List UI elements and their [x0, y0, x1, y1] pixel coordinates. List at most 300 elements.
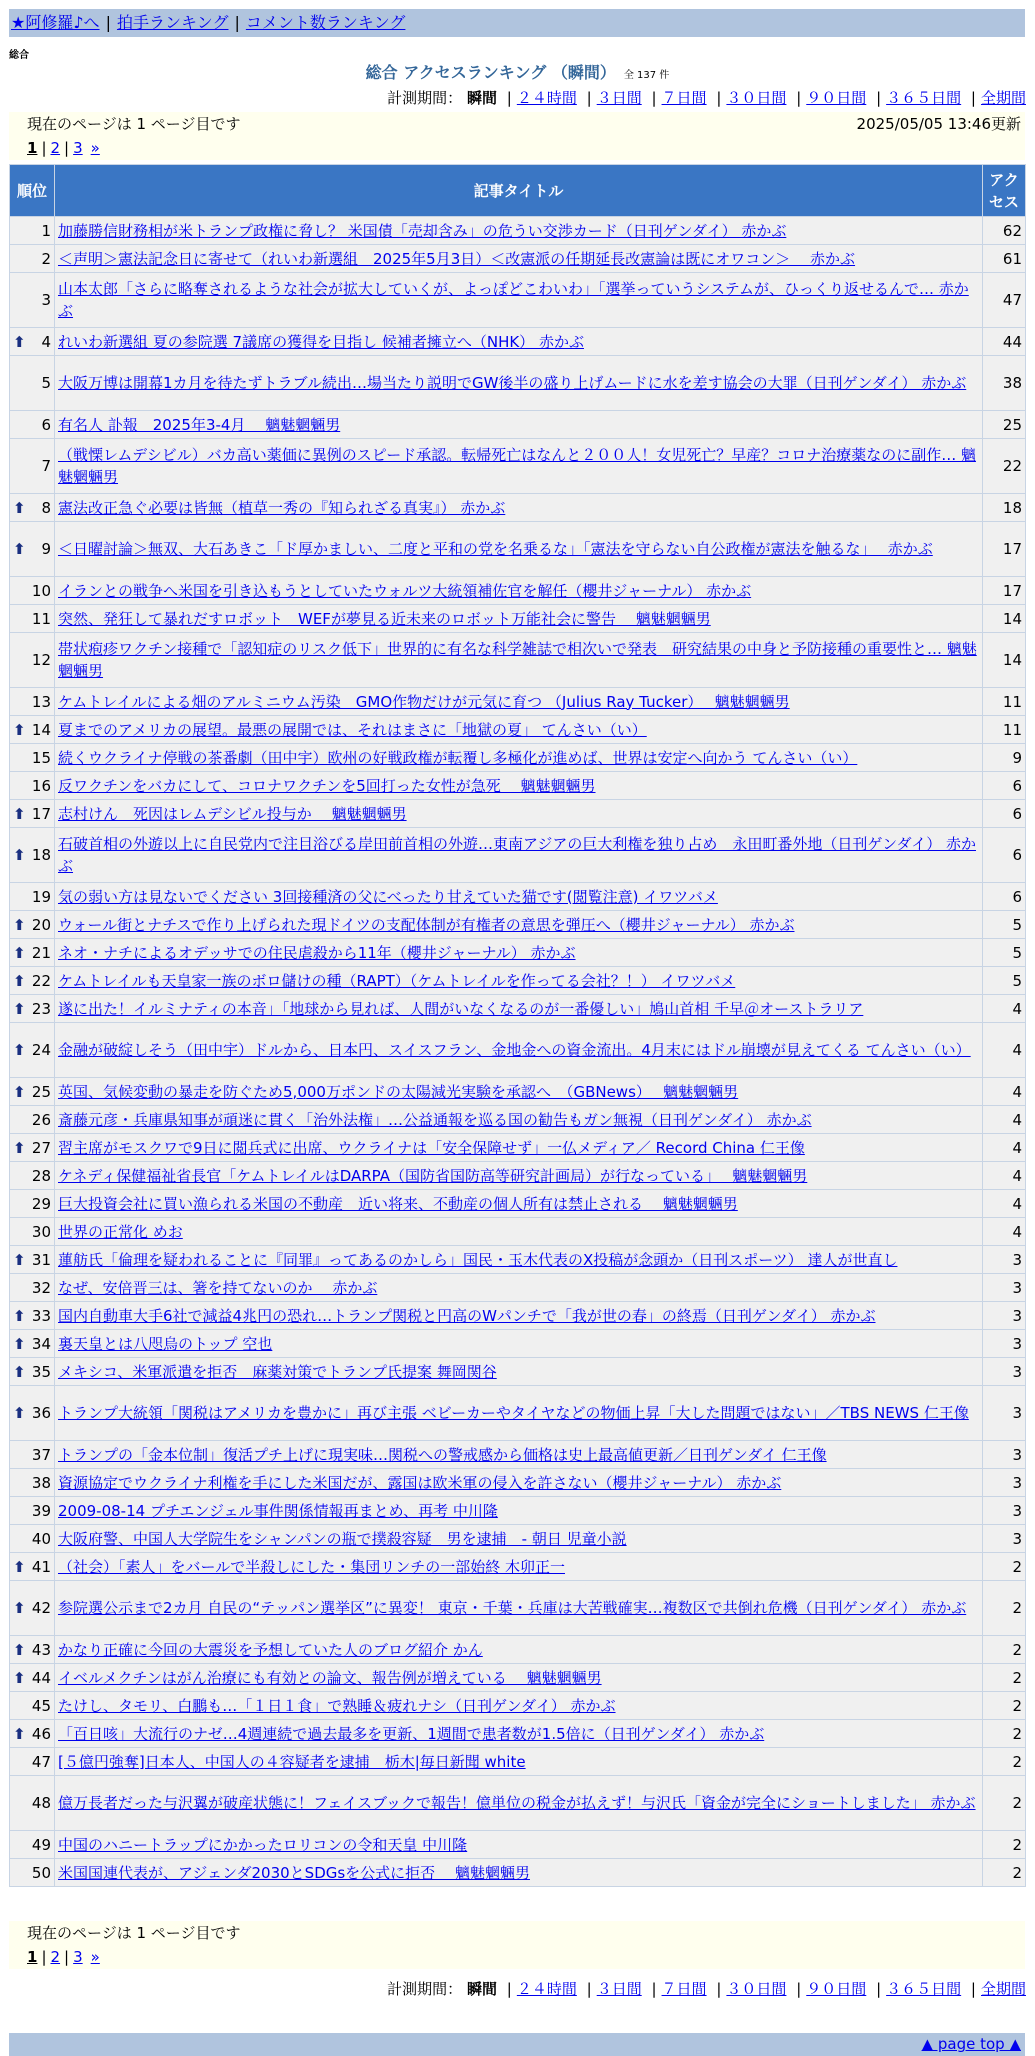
table-row [10, 1441, 1026, 1469]
table-row [10, 1664, 1026, 1692]
pagination: 1 | 2 | 3 » [27, 1948, 100, 1966]
title-cell [55, 1330, 983, 1358]
rank-number: 49 [31, 1835, 51, 1854]
article-link[interactable]: ネオ・ナチによるオデッサでの住民虐殺から11年（櫻井ジャーナル） 赤かぶ [58, 943, 576, 962]
title-cell [55, 1581, 983, 1636]
article-link[interactable]: メキシコ、米軍派遣を拒否 麻薬対策でトランプ氏提案 舞岡関谷 [58, 1362, 497, 1381]
up-arrow-icon: ⬆ [13, 1306, 26, 1325]
rank-number: 4 [41, 332, 51, 351]
page-heading [0, 60, 1035, 83]
access-count: 62 [983, 217, 1026, 245]
article-link[interactable]: 山本太郎「さらに略奪されるような社会が拡大していくが、よっぽどこわいわ」「選挙っていうシステムが、ひっくり返せるんで… 赤かぶ [58, 280, 969, 320]
period-24h-link[interactable]: ２４時間 [516, 1980, 577, 1998]
rank-cell [10, 1469, 55, 1497]
article-link[interactable]: 世界の正常化 めお [58, 1222, 183, 1241]
title-cell [55, 494, 983, 522]
table-row [10, 1246, 1026, 1274]
table-row [10, 1218, 1026, 1246]
access-count: 4 [983, 1134, 1026, 1162]
article-link[interactable]: 突然、発狂して暴れだすロボット WEFが夢見る近未来のロボット万能社会に警告 魑魅魍魎男 [58, 609, 711, 628]
header-rank: 順位 [10, 165, 55, 217]
rank-cell [10, 1134, 55, 1162]
rank-cell [10, 273, 55, 328]
article-link[interactable]: 続くウクライナ停戦の茶番劇（田中宇）欧州の好戦政権が転覆し多極化が進めば、世界は安定へ向かう てんさい（い） [58, 748, 858, 767]
table-row [10, 688, 1026, 716]
rank-cell [10, 716, 55, 744]
article-link[interactable]: たけし、タモリ、白鵬も…「１日１食」で熟睡＆疲れナシ（日刊ゲンダイ） 赤かぶ [58, 1696, 616, 1715]
up-arrow-icon: ⬆ [13, 1599, 26, 1617]
rank-cell [10, 1246, 55, 1274]
title-cell [55, 744, 983, 772]
access-count: 5 [983, 967, 1026, 995]
table-row [10, 1581, 1026, 1636]
period-7d-link[interactable]: ７日間 [661, 89, 707, 107]
table-row [10, 633, 1026, 688]
rank-number: 46 [31, 1724, 51, 1743]
article-link[interactable]: （戦慄レムデシビル）バカ高い薬価に異例のスピード承認。転帰死亡はなんと２００人！女児死亡？早産？コロナ治療薬なのに副作… 魑魅魍魎男 [58, 446, 976, 486]
article-link[interactable]: 習主席がモスクワで9日に閲兵式に出席、ウクライナは「安全保障せず」一仏メディア／ Record China 仁王像 [58, 1138, 805, 1157]
paging-box-bottom [9, 1921, 1025, 1969]
up-arrow-icon: ⬆ [13, 1082, 26, 1101]
article-link[interactable]: ＜声明＞憲法記念日に寄せて（れいわ新選組 2025年5月3日）＜改憲派の任期延長改憲論は既にオワコン＞ 赤かぶ [58, 249, 856, 268]
table-row [10, 1776, 1026, 1831]
rank-cell [10, 1859, 55, 1887]
rank-cell [10, 1330, 55, 1358]
rank-number: 24 [31, 1041, 51, 1059]
page-2-link[interactable]: 2 [50, 139, 61, 157]
rank-number: 42 [31, 1599, 51, 1617]
title-cell [55, 1748, 983, 1776]
article-link[interactable]: [５億円強奪]日本人、中国人の４容疑者を逮捕 栃木|毎日新聞 white [58, 1752, 526, 1771]
up-arrow-icon: ⬆ [13, 846, 26, 864]
up-arrow-icon: ⬆ [13, 1041, 26, 1059]
table-row [10, 828, 1026, 883]
next-page-link[interactable]: » [90, 1948, 100, 1966]
rank-number: 12 [31, 651, 51, 669]
access-count: 44 [983, 328, 1026, 356]
article-link[interactable]: ＜日曜討論＞無双、大石あきこ「ド厚かましい、二度と平和の党を名乗るな」「憲法を守らない自公政権が憲法を触るな」 赤かぶ [58, 540, 933, 558]
table-row [10, 883, 1026, 911]
table-row [10, 1190, 1026, 1218]
article-link[interactable]: 遂に出た！イルミナティの本音」「地球から見れば、人間がいなくなるのが一番優しい」鳩山首相 千早＠オーストラリア [58, 999, 864, 1018]
table-row [10, 716, 1026, 744]
title-cell [55, 1134, 983, 1162]
table-row [10, 1330, 1026, 1358]
period-current: 瞬間 [466, 89, 497, 107]
article-link[interactable]: 気の弱い方は見ないでください 3回接種済の父にべったり甘えていた猫です(閲覧注意) イワツバメ [58, 887, 718, 906]
title-cell [55, 1218, 983, 1246]
table-row [10, 1692, 1026, 1720]
title-cell [55, 1831, 983, 1859]
article-link[interactable]: 2009-08-14 プチエンジェル事件関係情報再まとめ、再考 中川隆 [58, 1501, 498, 1520]
rank-cell [10, 633, 55, 688]
next-page-link[interactable]: » [90, 139, 100, 157]
up-arrow-icon: ⬆ [13, 1557, 26, 1576]
article-link[interactable]: 「百日咳」大流行のナゼ…4週連続で過去最多を更新、1週間で患者数が1.5倍に（日刊ゲンダイ） 赤かぶ [58, 1724, 765, 1743]
article-link[interactable]: 夏までのアメリカの展望。最悪の展開では、それはまさに「地獄の夏」 てんさい（い） [58, 720, 647, 739]
table-row [10, 995, 1026, 1023]
up-arrow-icon: ⬆ [13, 1250, 26, 1269]
rank-number: 35 [31, 1362, 51, 1381]
article-link[interactable]: （社会）「素人」をバールで半殺しにした・集団リンチの一部始終 木卯正一 [58, 1557, 565, 1576]
article-link[interactable]: ケネディ保健福祉省長官「ケムトレイルはDARPA（国防省国防高等研究計画局）が行なっている」 魑魅魍魎男 [58, 1166, 808, 1185]
rank-cell [10, 744, 55, 772]
up-arrow-icon: ⬆ [13, 1138, 26, 1157]
rank-cell [10, 967, 55, 995]
title-cell [55, 939, 983, 967]
rank-number: 47 [31, 1752, 51, 1771]
title-cell [55, 217, 983, 245]
title-cell [55, 577, 983, 605]
title-cell [55, 1106, 983, 1134]
article-link[interactable]: 中国のハニートラップにかかったロリコンの令和天皇 中川隆 [58, 1835, 468, 1854]
table-row [10, 1469, 1026, 1497]
article-link[interactable]: 米国国連代表が、アジェンダ2030とSDGsを公式に拒否 魑魅魍魎男 [58, 1863, 530, 1882]
table-row [10, 911, 1026, 939]
table-row [10, 217, 1026, 245]
up-arrow-icon: ⬆ [13, 332, 26, 351]
rank-number: 7 [41, 457, 51, 475]
page-top-link[interactable]: ▲ page top ▲ [921, 2035, 1021, 2053]
article-link[interactable]: なぜ、安倍晋三は、箸を持てないのか 赤かぶ [58, 1278, 378, 1297]
article-link[interactable]: 巨大投資会社に買い漁られる米国の不動産 近い将来、不動産の個人所有は禁止される 魑魅魍魎男 [58, 1194, 738, 1213]
period-30d-link[interactable]: ３０日間 [726, 1980, 787, 1998]
rank-number: 25 [31, 1082, 51, 1101]
table-row [10, 1748, 1026, 1776]
rank-cell [10, 1190, 55, 1218]
category-caption: 総合 [9, 50, 29, 61]
access-count: 4 [983, 1218, 1026, 1246]
article-link[interactable]: イベルメクチンはがん治療にも有効との論文、報告例が増えている 魑魅魍魎男 [58, 1668, 602, 1687]
access-count: 61 [983, 245, 1026, 273]
title-cell [55, 1190, 983, 1218]
table-row [10, 1134, 1026, 1162]
title-cell [55, 1078, 983, 1106]
up-arrow-icon: ⬆ [13, 1362, 26, 1381]
rank-number: 33 [31, 1306, 51, 1325]
title-cell [55, 716, 983, 744]
rank-cell [10, 688, 55, 716]
rank-cell [10, 1748, 55, 1776]
rank-number: 34 [31, 1334, 51, 1353]
access-count: 6 [983, 772, 1026, 800]
article-link[interactable]: 裏天皇とは八咫烏のトップ 空也 [58, 1334, 273, 1353]
table-row [10, 1106, 1026, 1134]
title-cell [55, 1497, 983, 1525]
article-link[interactable]: 金融が破綻しそう（田中宇）ドルから、日本円、スイスフラン、金地金への資金流出。4月末にはドル崩壊が見えてくる てんさい（い） [58, 1041, 971, 1059]
rank-number: 13 [31, 692, 51, 711]
period-365d-link[interactable]: ３６５日間 [886, 89, 962, 107]
rank-cell [10, 217, 55, 245]
access-count: 3 [983, 1246, 1026, 1274]
table-row [10, 939, 1026, 967]
table-row [10, 356, 1026, 411]
rank-cell [10, 1078, 55, 1106]
article-link[interactable]: 大阪府警、中国人大学院生をシャンパンの瓶で撲殺容疑 男を逮捕 - 朝日 児童小説 [58, 1529, 627, 1548]
access-count: 6 [983, 828, 1026, 883]
title-cell [55, 772, 983, 800]
access-count: 11 [983, 688, 1026, 716]
rank-cell [10, 1106, 55, 1134]
home-link[interactable]: ★阿修羅♪へ [11, 13, 100, 32]
access-count: 14 [983, 633, 1026, 688]
rank-cell [10, 1441, 55, 1469]
table-row [10, 605, 1026, 633]
article-link[interactable]: トランプ大統領「関税はアメリカを豊かに」再び主張 ベビーカーやタイヤなどの物価上昇「大した問題ではない」／TBS NEWS 仁王像 [58, 1404, 969, 1422]
rank-number: 44 [31, 1668, 51, 1687]
rank-number: 41 [31, 1557, 51, 1576]
title-cell [55, 1525, 983, 1553]
rank-cell [10, 1497, 55, 1525]
article-link[interactable]: れいわ新選組 夏の参院選 7議席の獲得を目指し 候補者擁立へ（NHK） 赤かぶ [58, 332, 584, 351]
title-cell [55, 1664, 983, 1692]
article-link[interactable]: ウォール街とナチスで作り上げられた現ドイツの支配体制が有権者の意思を弾圧へ（櫻井ジャーナル） 赤かぶ [58, 915, 795, 934]
header-title: 記事タイトル [55, 165, 983, 217]
up-arrow-icon: ⬆ [13, 999, 26, 1018]
article-link[interactable]: 資源協定でウクライナ利権を手にした米国だが、露国は欧米軍の侵入を許さない（櫻井ジャーナル） 赤かぶ [58, 1473, 782, 1492]
period-all-link[interactable]: 全期間 [980, 1980, 1026, 1998]
access-count: 5 [983, 939, 1026, 967]
article-link[interactable]: トランプの「金本位制」復活プチ上げに現実味…関税への警戒感から価格は史上最高値更新／日刊ゲンダイ 仁王像 [58, 1445, 827, 1464]
article-link[interactable]: 英国、気候変動の暴走を防ぐため5,000万ポンドの太陽減光実験を承認へ （GBNews） 魑魅魍魎男 [58, 1082, 739, 1101]
table-row [10, 245, 1026, 273]
access-count: 4 [983, 1106, 1026, 1134]
rank-number: 11 [31, 609, 51, 628]
title-cell [55, 411, 983, 439]
rank-number: 3 [41, 291, 51, 309]
rank-cell [10, 1776, 55, 1831]
rank-number: 20 [31, 915, 51, 934]
rank-number: 8 [41, 498, 51, 517]
access-count: 3 [983, 1330, 1026, 1358]
up-arrow-icon: ⬆ [13, 971, 26, 990]
rank-cell [10, 577, 55, 605]
up-arrow-icon: ⬆ [13, 943, 26, 962]
article-link[interactable]: 有名人 訃報 2025年3-4月 魑魅魍魎男 [58, 415, 341, 434]
nav-separator: | [105, 13, 111, 32]
title-cell [55, 273, 983, 328]
title-cell [55, 633, 983, 688]
rank-number: 22 [31, 971, 51, 990]
rank-cell [10, 1720, 55, 1748]
title-cell [55, 1553, 983, 1581]
access-count: 3 [983, 1469, 1026, 1497]
title-cell [55, 967, 983, 995]
period-24h-link[interactable]: ２４時間 [516, 89, 577, 107]
ranking-table [9, 164, 1026, 1887]
table-row [10, 1525, 1026, 1553]
access-count: 38 [983, 356, 1026, 411]
paging-box-top [9, 112, 1025, 160]
period-90d-link[interactable]: ９０日間 [806, 89, 867, 107]
rank-cell [10, 1218, 55, 1246]
rank-number: 18 [31, 846, 51, 864]
title-cell [55, 1386, 983, 1441]
title-cell [55, 1859, 983, 1887]
up-arrow-icon: ⬆ [13, 720, 26, 739]
article-link[interactable]: ケムトレイルによる畑のアルミニウム汚染 GMO作物だけが元気に育つ （Julius Ray Tucker） 魑魅魍魎男 [58, 692, 790, 711]
access-count: 4 [983, 1162, 1026, 1190]
access-count: 4 [983, 1190, 1026, 1218]
rank-number: 15 [31, 748, 51, 767]
pagination: 1 | 2 | 3 » [27, 139, 100, 157]
up-arrow-icon: ⬆ [13, 1640, 26, 1659]
access-count: 22 [983, 439, 1026, 494]
access-count: 4 [983, 1023, 1026, 1078]
table-row [10, 439, 1026, 494]
page-3-link[interactable]: 3 [73, 1948, 83, 1966]
table-row [10, 1162, 1026, 1190]
total-count: 全 137 件 [623, 70, 670, 81]
access-count: 2 [983, 1636, 1026, 1664]
period-current: 瞬間 [466, 1980, 497, 1998]
page-2-link[interactable]: 2 [50, 1948, 61, 1966]
page-3-link[interactable]: 3 [73, 139, 83, 157]
title-cell [55, 1692, 983, 1720]
rank-number: 19 [31, 887, 51, 906]
rank-cell [10, 995, 55, 1023]
article-link[interactable]: かなり正確に今回の大震災を予想していた人のブログ紹介 かん [58, 1640, 483, 1659]
up-arrow-icon: ⬆ [13, 498, 26, 517]
article-link[interactable]: 石破首相の外遊以上に自民党内で注目浴びる岸田前首相の外遊…東南アジアの巨大利権を独り占め 永田町番外地（日刊ゲンダイ） 赤かぶ [58, 835, 976, 875]
title-cell [55, 1162, 983, 1190]
article-link[interactable]: 大阪万博は開幕1カ月を待たずトラブル続出…場当たり説明でGW後半の盛り上げムードに水を差す協会の大罪（日刊ゲンダイ） 赤かぶ [58, 374, 967, 392]
period-90d-link[interactable]: ９０日間 [806, 1980, 867, 1998]
title-cell [55, 1776, 983, 1831]
table-row [10, 1386, 1026, 1441]
table-row [10, 494, 1026, 522]
page-title: 総合 アクセスランキング （瞬間） [365, 63, 616, 82]
period-3d-link[interactable]: ３日間 [596, 89, 642, 107]
access-count: 14 [983, 605, 1026, 633]
access-count: 3 [983, 1274, 1026, 1302]
rank-number: 36 [31, 1404, 51, 1422]
rank-number: 28 [31, 1166, 51, 1185]
rank-number: 27 [31, 1138, 51, 1157]
up-arrow-icon: ⬆ [13, 1334, 26, 1353]
comment-ranking-link[interactable]: コメント数ランキング [245, 13, 406, 32]
table-row [10, 1274, 1026, 1302]
title-cell [55, 1246, 983, 1274]
article-link[interactable]: 加藤勝信財務相が米トランプ政権に脅し？ 米国債「売却含み」の危うい交渉カード（日刊ゲンダイ） 赤かぶ [58, 221, 787, 240]
rank-number: 31 [31, 1250, 51, 1269]
title-cell [55, 356, 983, 411]
period-30d-link[interactable]: ３０日間 [726, 89, 787, 107]
rank-cell [10, 1162, 55, 1190]
table-row [10, 744, 1026, 772]
article-link[interactable]: イランとの戦争へ米国を引き込もうとしていたウォルツ大統領補佐官を解任（櫻井ジャーナル） 赤かぶ [58, 581, 752, 600]
access-count: 3 [983, 1386, 1026, 1441]
access-count: 4 [983, 1078, 1026, 1106]
access-count: 17 [983, 577, 1026, 605]
article-link[interactable]: 反ワクチンをバカにして、コロナワクチンを5回打った女性が急死 魑魅魍魎男 [58, 776, 596, 795]
rank-cell [10, 1581, 55, 1636]
article-link[interactable]: 億万長者だった与沢翼が破産状態に！フェイスブックで報告！億単位の税金が払えず！与沢氏「資金が完全にショートしました」 赤かぶ [58, 1794, 976, 1812]
table-row [10, 800, 1026, 828]
access-count: 11 [983, 716, 1026, 744]
access-count: 4 [983, 995, 1026, 1023]
title-cell [55, 1358, 983, 1386]
table-row [10, 1358, 1026, 1386]
period-3d-link[interactable]: ３日間 [596, 1980, 642, 1998]
access-count: 6 [983, 800, 1026, 828]
table-row [10, 522, 1026, 577]
title-cell [55, 1302, 983, 1330]
access-count: 2 [983, 1859, 1026, 1887]
up-arrow-icon: ⬆ [13, 540, 26, 558]
up-arrow-icon: ⬆ [13, 1724, 26, 1743]
top-navigation [9, 9, 1025, 37]
article-link[interactable]: 帯状疱疹ワクチン接種で「認知症のリスク低下」世界的に有名な科学雑誌で相次いで発表 研究結果の中身と予防接種の重要性と… 魑魅魍魎男 [58, 640, 977, 680]
access-count: 3 [983, 1497, 1026, 1525]
table-row [10, 1831, 1026, 1859]
rank-cell [10, 1386, 55, 1441]
clap-ranking-link[interactable]: 拍手ランキング [116, 13, 229, 32]
rank-cell [10, 356, 55, 411]
period-label: 計測期間： [387, 1980, 463, 1998]
rank-cell [10, 1636, 55, 1664]
title-cell [55, 1023, 983, 1078]
table-row [10, 1023, 1026, 1078]
access-count: 25 [983, 411, 1026, 439]
title-cell [55, 911, 983, 939]
rank-cell [10, 911, 55, 939]
article-link[interactable]: 国内自動車大手6社で減益4兆円の恐れ…トランプ関税と円高のWパンチで「我が世の春」の終焉（日刊ゲンダイ） 赤かぶ [58, 1306, 876, 1325]
table-row [10, 577, 1026, 605]
article-link[interactable]: 志村けん 死因はレムデシビル投与か 魑魅魍魎男 [58, 804, 407, 823]
rank-cell [10, 494, 55, 522]
rank-number: 30 [31, 1222, 51, 1241]
title-cell [55, 1274, 983, 1302]
article-link[interactable]: ケムトレイルも天皇家一族のボロ儲けの種（RAPT）（ケムトレイルを作ってる会社？！） イワツバメ [58, 971, 736, 990]
access-count: 3 [983, 1358, 1026, 1386]
access-count: 3 [983, 1441, 1026, 1469]
rank-number: 17 [31, 804, 51, 823]
article-link[interactable]: 斎藤元彦・兵庫県知事が頑迷に貫く「治外法権」…公益通報を巡る国の勧告もガン無視（日刊ゲンダイ） 赤かぶ [58, 1110, 812, 1129]
table-row [10, 1720, 1026, 1748]
title-cell [55, 328, 983, 356]
article-link[interactable]: 蓮舫氏「倫理を疑われることに『同罪』ってあるのかしら」国民・玉木代表のX投稿が念頭か（日刊スポーツ） 達人が世直し [58, 1250, 898, 1269]
rank-number: 37 [31, 1445, 51, 1464]
period-all-link[interactable]: 全期間 [980, 89, 1026, 107]
rank-cell [10, 800, 55, 828]
rank-cell [10, 439, 55, 494]
rank-number: 39 [31, 1501, 51, 1520]
period-7d-link[interactable]: ７日間 [661, 1980, 707, 1998]
period-selector-top: 計測期間： 瞬間 | ２４時間 | ３日間 | ７日間 | ３０日間 | ９０日間 | ３６５日間 | 全期間 [387, 89, 1026, 107]
updated-time: 2025/05/05 13:46更新 [856, 115, 1021, 133]
article-link[interactable]: 憲法改正急ぐ必要は皆無（植草一秀の『知られざる真実』） 赤かぶ [58, 498, 506, 517]
period-selector-bottom: 計測期間： 瞬間 | ２４時間 | ３日間 | ７日間 | ３０日間 | ９０日間 | ３６５日間 | 全期間 [387, 1980, 1026, 1998]
access-count: 2 [983, 1692, 1026, 1720]
title-cell [55, 1441, 983, 1469]
period-365d-link[interactable]: ３６５日間 [886, 1980, 962, 1998]
article-link[interactable]: 参院選公示まで2カ月 自民の“テッパン選挙区”に異変！ 東京・千葉・兵庫は大苦戦確実…複数区で共倒れ危機（日刊ゲンダイ） 赤かぶ [58, 1599, 967, 1617]
access-count: 18 [983, 494, 1026, 522]
access-count: 3 [983, 1525, 1026, 1553]
title-cell [55, 800, 983, 828]
title-cell [55, 1636, 983, 1664]
rank-number: 32 [31, 1278, 51, 1297]
table-row [10, 1553, 1026, 1581]
rank-number: 14 [31, 720, 51, 739]
table-row [10, 1497, 1026, 1525]
rank-cell [10, 1302, 55, 1330]
access-count: 2 [983, 1831, 1026, 1859]
title-cell [55, 245, 983, 273]
rank-cell [10, 605, 55, 633]
rank-number: 23 [31, 999, 51, 1018]
